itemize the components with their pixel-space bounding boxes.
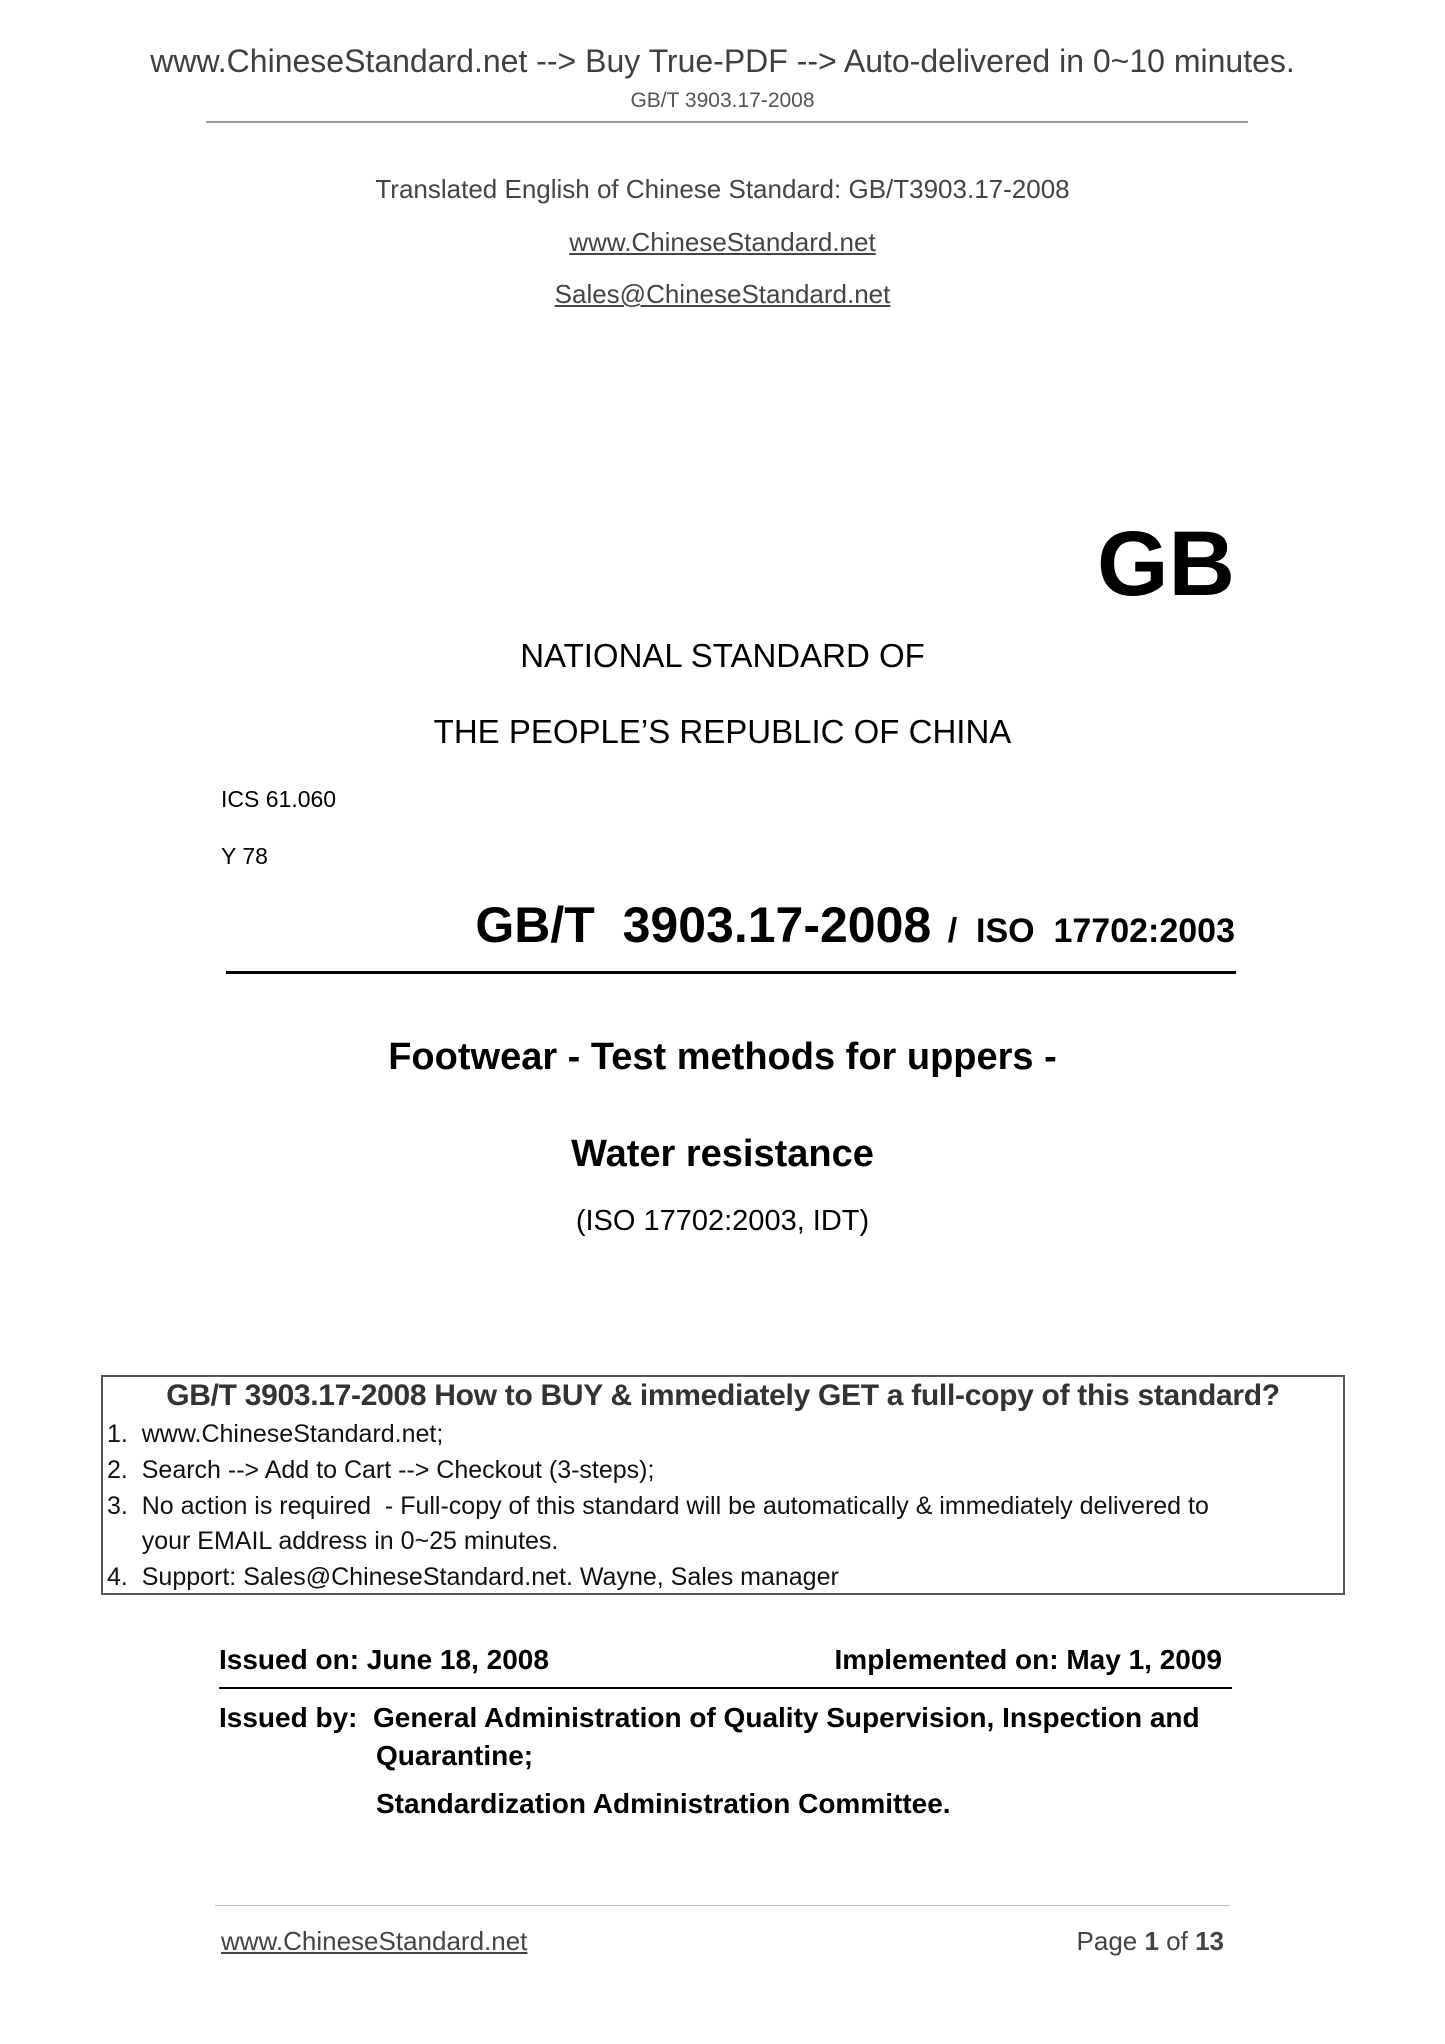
issued-by-2: Quarantine; (376, 1740, 534, 1771)
issue-divider (219, 1687, 1232, 1689)
national-standard-line1: NATIONAL STANDARD OF (520, 637, 925, 674)
iso-reference: / ISO 17702:2003 (947, 912, 1235, 950)
issued-by-3: Standardization Administration Committee. (376, 1788, 951, 1819)
banner-text: www.ChineseStandard.net --> Buy True-PDF --> Auto-delivered in 0~10 minutes. (150, 43, 1295, 79)
page-current: 1 (1144, 1926, 1159, 1956)
implemented-on: Implemented on: May 1, 2009 (834, 1644, 1222, 1675)
issued-on: Issued on: June 18, 2008 (219, 1644, 549, 1675)
buy-box-title: GB/T 3903.17-2008 How to BUY & immediately GET a full-copy of this standard? (166, 1379, 1280, 1412)
buy-step: your EMAIL address in 0~25 minutes. (107, 1527, 559, 1555)
buy-step: 3. No action is required - Full-copy of this standard will be automatically & immediately delivered to (107, 1492, 1209, 1520)
title-divider (226, 971, 1236, 974)
footer-divider (215, 1905, 1230, 1906)
page-prefix: Page (1076, 1926, 1145, 1956)
buy-step: 1. www.ChineseStandard.net; (107, 1420, 444, 1448)
standard-number: GB/T 3903.17-2008 (475, 897, 932, 953)
title-line2: Water resistance (571, 1133, 874, 1175)
buy-step: 4. Support: Sales@ChineseStandard.net. Wayne, Sales manager (107, 1563, 839, 1591)
email-link[interactable]: Sales@ChineseStandard.net (554, 279, 891, 309)
title-line1: Footwear - Test methods for uppers - (388, 1036, 1057, 1078)
footer-website-link[interactable]: www.ChineseStandard.net (221, 1926, 528, 1956)
issued-by-label: Issued by: (219, 1702, 358, 1733)
national-standard-line2: THE PEOPLE’S REPUBLIC OF CHINA (433, 713, 1012, 750)
buy-box (101, 1375, 1345, 1595)
issued-by-1: General Administration of Quality Supervision, Inspection and (373, 1702, 1200, 1733)
page-of: of (1158, 1926, 1196, 1956)
gb-logo: GB (1097, 513, 1235, 615)
header-divider (206, 121, 1248, 123)
translated-line: Translated English of Chinese Standard: GB/T3903.17-2008 (375, 174, 1070, 204)
buy-step: 2. Search --> Add to Cart --> Checkout (3-steps); (107, 1456, 655, 1484)
website-link[interactable]: www.ChineseStandard.net (569, 227, 876, 257)
page-total: 13 (1195, 1926, 1224, 1956)
equivalence: (ISO 17702:2003, IDT) (575, 1205, 870, 1237)
ics-code: ICS 61.060 (221, 786, 337, 812)
ccs-code: Y 78 (221, 843, 268, 869)
page-indicator (1077, 1926, 1224, 1957)
running-head: GB/T 3903.17-2008 (630, 89, 815, 112)
